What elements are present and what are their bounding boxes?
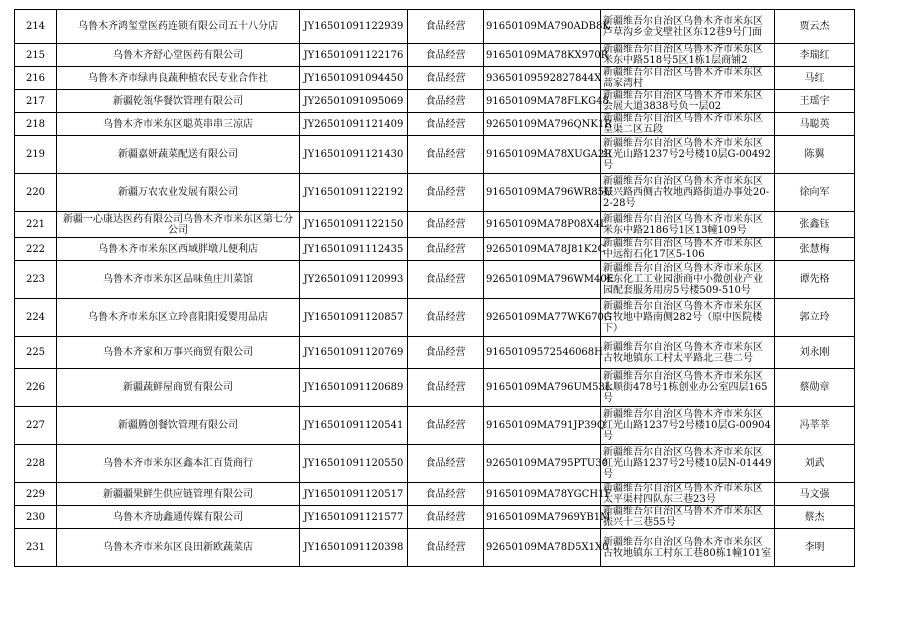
table-row <box>15 90 855 113</box>
license-number-cell: JY16501091122939 <box>300 10 408 44</box>
business-address-cell: 新疆维吾尔自治区乌鲁木齐市米东区红光山路1237号2号楼10层G-00904号 <box>601 407 775 445</box>
table-row <box>15 67 855 90</box>
table-row <box>15 212 855 238</box>
table-row <box>15 174 855 212</box>
business-name-cell: 新疆蔬鲜屋商贸有限公司 <box>57 369 300 407</box>
credit-code-cell: 91650109MA7969YB1M <box>484 506 601 529</box>
credit-code-cell: 92650109MA795PTU30 <box>484 445 601 483</box>
business-name-cell: 乌鲁木齐鸿玺堂医药连锁有限公司五十八分店 <box>57 10 300 44</box>
business-address-cell: 新疆维吾尔自治区乌鲁木齐市米东区红光山路1237号2号楼10层N-01449号 <box>601 445 775 483</box>
table-row <box>15 136 855 174</box>
license-table <box>14 9 855 567</box>
business-address-cell: 新疆维吾尔自治区乌鲁木齐市米东区米东中路518号5区1栋1层商铺2 <box>601 44 775 67</box>
credit-code-cell: 91650109MA796WR85U <box>484 174 601 212</box>
business-type-cell: 食品经营 <box>408 483 484 506</box>
business-address-cell: 新疆维吾尔自治区乌鲁木齐市米东区芦草沟乡金戈壁社区东12巷9号门面 <box>601 10 775 44</box>
credit-code-cell: 91650109MA78P08X4L <box>484 212 601 238</box>
business-name-cell: 乌鲁木齐家和万事兴商贸有限公司 <box>57 337 300 369</box>
legal-person-cell: 马聪英 <box>775 113 855 136</box>
business-address-cell: 新疆维吾尔自治区乌鲁木齐市米东区古牧地镇东工村太平路北三巷二号 <box>601 337 775 369</box>
license-number-cell: JY16501091121577 <box>300 506 408 529</box>
table-row <box>15 369 855 407</box>
credit-code-cell: 91650109MA78KX970R <box>484 44 601 67</box>
credit-code-cell: 93650109592827844X <box>484 67 601 90</box>
row-number-cell: 231 <box>15 529 57 567</box>
business-address-cell: 新疆维吾尔自治区乌鲁木齐市米东区振兴路西侧古牧地西路街道办事处20-2-28号 <box>601 174 775 212</box>
table-row <box>15 299 855 337</box>
business-name-cell: 乌鲁木齐劢鑫通传媒有限公司 <box>57 506 300 529</box>
credit-code-cell: 92650109MA796WM40E <box>484 261 601 299</box>
business-type-cell: 食品经营 <box>408 261 484 299</box>
table-row <box>15 113 855 136</box>
business-address-cell: 新疆维吾尔自治区乌鲁木齐市米东区蒿家湾村 <box>601 67 775 90</box>
legal-person-cell: 张慧梅 <box>775 238 855 261</box>
row-number-cell: 217 <box>15 90 57 113</box>
business-address-cell: 新疆维吾尔自治区乌鲁木齐市米东区皇渠二区五段 <box>601 113 775 136</box>
license-number-cell: JY16501091120769 <box>300 337 408 369</box>
business-name-cell: 乌鲁木齐市米东区聪英串串三凉店 <box>57 113 300 136</box>
credit-code-cell: 92650109MA796QNK1R <box>484 113 601 136</box>
legal-person-cell: 李瑞红 <box>775 44 855 67</box>
legal-person-cell: 刘永刚 <box>775 337 855 369</box>
legal-person-cell: 陈翼 <box>775 136 855 174</box>
business-name-cell: 新疆一心康达医药有限公司乌鲁木齐市米东区第七分公司 <box>57 212 300 238</box>
row-number-cell: 221 <box>15 212 57 238</box>
license-number-cell: JY16501091120689 <box>300 369 408 407</box>
legal-person-cell: 冯莘莘 <box>775 407 855 445</box>
legal-person-cell: 郭立玲 <box>775 299 855 337</box>
license-number-cell: JY16501091120857 <box>300 299 408 337</box>
row-number-cell: 230 <box>15 506 57 529</box>
business-type-cell: 食品经营 <box>408 212 484 238</box>
business-name-cell: 乌鲁木齐市米东区西域胖墩儿便利店 <box>57 238 300 261</box>
license-number-cell: JY16501091120550 <box>300 445 408 483</box>
business-name-cell: 新疆嘉妍蔬菜配送有限公司 <box>57 136 300 174</box>
business-type-cell: 食品经营 <box>408 174 484 212</box>
credit-code-cell: 91650109MA791JP39Q <box>484 407 601 445</box>
license-table-container <box>14 9 854 567</box>
business-address-cell: 新疆维吾尔自治区乌鲁木齐市米东区古牧地镇东工村东工巷80栋1幢101室 <box>601 529 775 567</box>
business-type-cell: 食品经营 <box>408 238 484 261</box>
license-number-cell: JY16501091121430 <box>300 136 408 174</box>
business-address-cell: 新疆维吾尔自治区乌鲁木齐市米东区会展大道3838号负一层02 <box>601 90 775 113</box>
license-number-cell: JY16501091122192 <box>300 174 408 212</box>
license-number-cell: JY26501091120993 <box>300 261 408 299</box>
credit-code-cell: 92650109MA78D5X1X0 <box>484 529 601 567</box>
table-row <box>15 506 855 529</box>
legal-person-cell: 王瑶宇 <box>775 90 855 113</box>
business-name-cell: 新疆万农农业发展有限公司 <box>57 174 300 212</box>
legal-person-cell: 刘武 <box>775 445 855 483</box>
legal-person-cell: 贾云杰 <box>775 10 855 44</box>
business-type-cell: 食品经营 <box>408 299 484 337</box>
row-number-cell: 214 <box>15 10 57 44</box>
business-type-cell: 食品经营 <box>408 136 484 174</box>
row-number-cell: 215 <box>15 44 57 67</box>
business-type-cell: 食品经营 <box>408 445 484 483</box>
business-address-cell: 新疆维吾尔自治区乌鲁木齐市米东区古牧地中路南侧282号（原中医院楼下） <box>601 299 775 337</box>
legal-person-cell: 谭先格 <box>775 261 855 299</box>
business-type-cell: 食品经营 <box>408 337 484 369</box>
row-number-cell: 223 <box>15 261 57 299</box>
credit-code-cell: 91650109572546068H <box>484 337 601 369</box>
license-number-cell: JY16501091120517 <box>300 483 408 506</box>
credit-code-cell: 91650109MA790ADB8K <box>484 10 601 44</box>
row-number-cell: 219 <box>15 136 57 174</box>
license-number-cell: JY16501091122150 <box>300 212 408 238</box>
business-type-cell: 食品经营 <box>408 10 484 44</box>
business-address-cell: 新疆维吾尔自治区乌鲁木齐市米东区太平渠村四队东三巷23号 <box>601 483 775 506</box>
business-type-cell: 食品经营 <box>408 506 484 529</box>
business-type-cell: 食品经营 <box>408 113 484 136</box>
business-address-cell: 新疆维吾尔自治区乌鲁木齐市米东区红光山路1237号2号楼10层G-00492号 <box>601 136 775 174</box>
license-number-cell: JY16501091112435 <box>300 238 408 261</box>
business-type-cell: 食品经营 <box>408 90 484 113</box>
license-table-body <box>15 10 855 567</box>
legal-person-cell: 蔡杰 <box>775 506 855 529</box>
license-number-cell: JY16501091120541 <box>300 407 408 445</box>
business-address-cell: 新疆维吾尔自治区乌鲁木齐市米东区米东化工工业园浙商中小微创业产业园配套服务用房5号楼509-510号 <box>601 261 775 299</box>
row-number-cell: 216 <box>15 67 57 90</box>
business-type-cell: 食品经营 <box>408 44 484 67</box>
business-name-cell: 乌鲁木齐市米东区品味鱼庄川菜馆 <box>57 261 300 299</box>
legal-person-cell: 徐向军 <box>775 174 855 212</box>
table-row <box>15 445 855 483</box>
credit-code-cell: 92650109MA77WK670G <box>484 299 601 337</box>
legal-person-cell: 蔡勋章 <box>775 369 855 407</box>
row-number-cell: 228 <box>15 445 57 483</box>
row-number-cell: 222 <box>15 238 57 261</box>
credit-code-cell: 91650109MA78XUGA2R <box>484 136 601 174</box>
business-name-cell: 乌鲁木齐市绿冉良蔬种植农民专业合作社 <box>57 67 300 90</box>
credit-code-cell: 91650109MA78YGCH1F <box>484 483 601 506</box>
credit-code-cell: 92650109MA78J81K2C <box>484 238 601 261</box>
business-type-cell: 食品经营 <box>408 67 484 90</box>
business-address-cell: 新疆维吾尔自治区乌鲁木齐市米东区振兴十三巷55号 <box>601 506 775 529</box>
business-type-cell: 食品经营 <box>408 369 484 407</box>
table-row <box>15 261 855 299</box>
row-number-cell: 226 <box>15 369 57 407</box>
business-name-cell: 乌鲁木齐市米东区良田新欧蔬菜店 <box>57 529 300 567</box>
business-type-cell: 食品经营 <box>408 529 484 567</box>
row-number-cell: 225 <box>15 337 57 369</box>
license-number-cell: JY16501091094450 <box>300 67 408 90</box>
business-name-cell: 乌鲁木齐舒心堂医药有限公司 <box>57 44 300 67</box>
license-number-cell: JY16501091122176 <box>300 44 408 67</box>
business-address-cell: 新疆维吾尔自治区乌鲁木齐市米东区米东中路2186号1区13幢109号 <box>601 212 775 238</box>
table-row <box>15 337 855 369</box>
legal-person-cell: 马红 <box>775 67 855 90</box>
row-number-cell: 227 <box>15 407 57 445</box>
table-row <box>15 238 855 261</box>
business-address-cell: 新疆维吾尔自治区乌鲁木齐市米东区永顺街478号1栋创业办公室四层165号 <box>601 369 775 407</box>
credit-code-cell: 91650109MA78FLKG48 <box>484 90 601 113</box>
legal-person-cell: 张鑫钰 <box>775 212 855 238</box>
credit-code-cell: 91650109MA796UM53L <box>484 369 601 407</box>
license-number-cell: JY26501091121409 <box>300 113 408 136</box>
table-row <box>15 44 855 67</box>
business-name-cell: 新疆腾创餐饮管理有限公司 <box>57 407 300 445</box>
business-name-cell: 新疆疆果鲜生供应链管理有限公司 <box>57 483 300 506</box>
table-row <box>15 483 855 506</box>
business-name-cell: 乌鲁木齐市米东区鑫本汇百货商行 <box>57 445 300 483</box>
table-row <box>15 529 855 567</box>
license-number-cell: JY16501091120398 <box>300 529 408 567</box>
business-address-cell: 新疆维吾尔自治区乌鲁木齐市米东区中远衔石化17区5-106 <box>601 238 775 261</box>
table-row <box>15 10 855 44</box>
table-row <box>15 407 855 445</box>
license-number-cell: JY26501091095069 <box>300 90 408 113</box>
row-number-cell: 218 <box>15 113 57 136</box>
row-number-cell: 229 <box>15 483 57 506</box>
business-name-cell: 新疆乾瓴华餐饮管理有限公司 <box>57 90 300 113</box>
business-type-cell: 食品经营 <box>408 407 484 445</box>
business-name-cell: 乌鲁木齐市米东区立玲喜阳阳爱婴用品店 <box>57 299 300 337</box>
row-number-cell: 224 <box>15 299 57 337</box>
legal-person-cell: 李明 <box>775 529 855 567</box>
row-number-cell: 220 <box>15 174 57 212</box>
legal-person-cell: 马文强 <box>775 483 855 506</box>
